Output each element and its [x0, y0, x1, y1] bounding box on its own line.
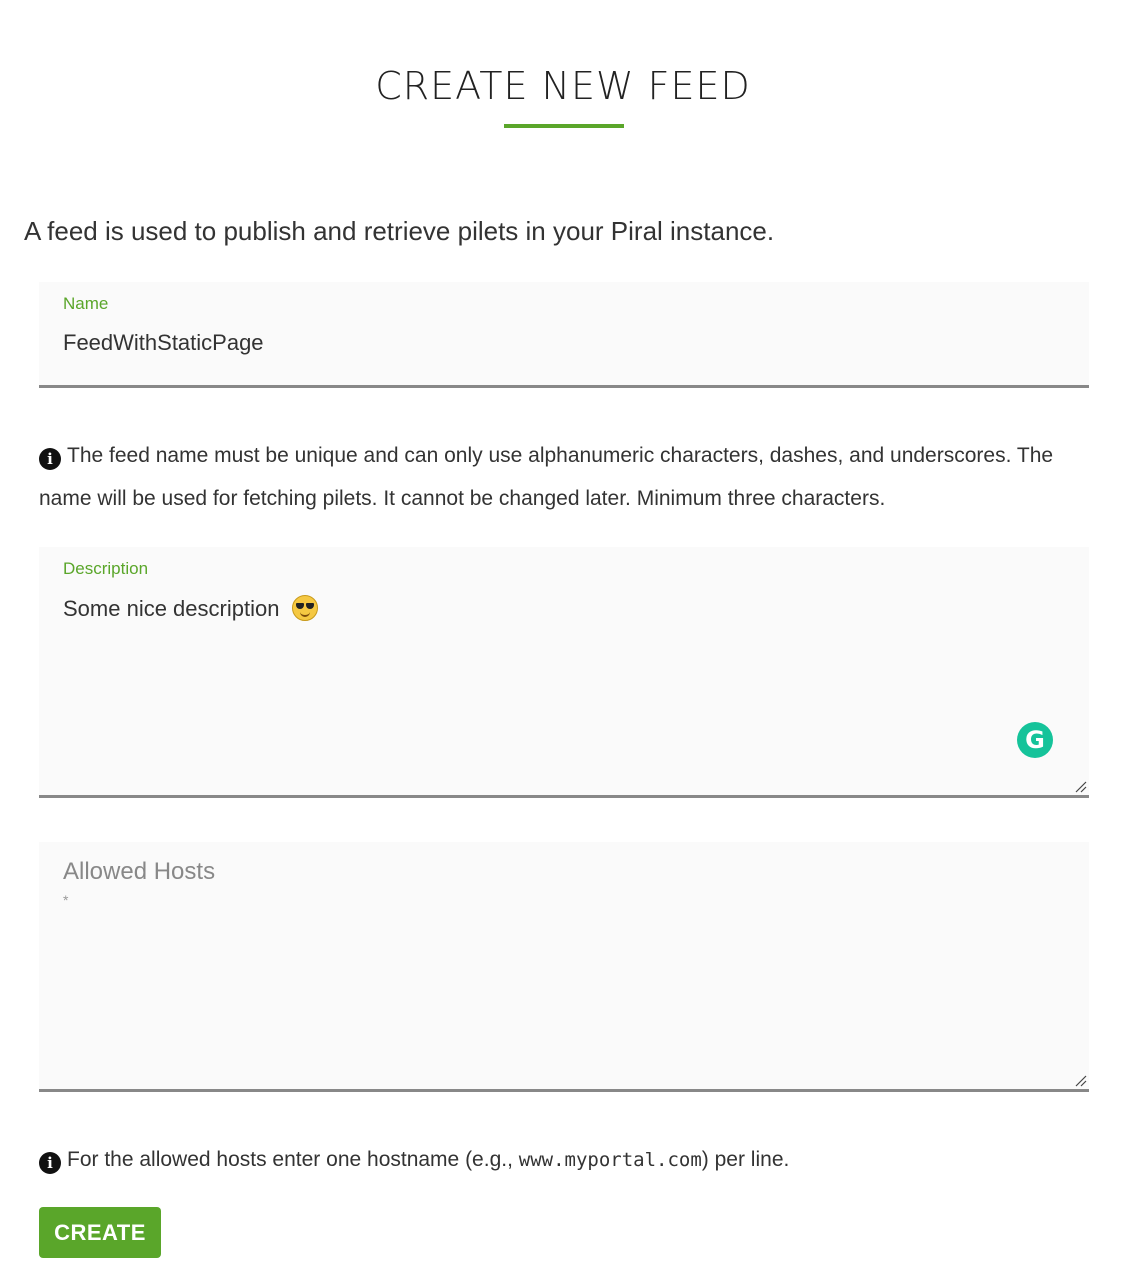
name-input[interactable]	[63, 330, 1063, 356]
hosts-hint-text-after: ) per line.	[701, 1148, 790, 1171]
name-hint-text: The feed name must be unique and can only use alphanumeric characters, dashes, and underscores. The name will be used for fetching pilets. It cannot be changed later. Minimum three characters.	[39, 444, 1054, 510]
allowed-hosts-field[interactable]	[39, 842, 1089, 1092]
info-icon: i	[39, 1152, 61, 1174]
info-icon: i	[39, 448, 61, 470]
title-underline	[504, 124, 624, 128]
hosts-hint-text-before: For the allowed hosts enter one hostname (e.g.,	[67, 1148, 519, 1171]
sunglasses-face-icon	[292, 595, 318, 621]
allowed-hosts-placeholder: *	[63, 892, 69, 908]
create-button[interactable]: CREATE	[39, 1207, 161, 1258]
grammarly-icon[interactable]: G	[1017, 722, 1053, 758]
intro-text: A feed is used to publish and retrieve pilets in your Piral instance.	[24, 216, 775, 246]
name-field[interactable]	[39, 282, 1089, 388]
page-title: CREATE NEW FEED	[375, 64, 751, 108]
name-field-label: Name	[63, 294, 109, 313]
description-text: Some nice description	[63, 596, 280, 621]
description-textarea[interactable]	[63, 595, 318, 622]
hosts-hint-example: www.myportal.com	[518, 1149, 702, 1171]
allowed-hosts-label: Allowed Hosts	[63, 858, 216, 885]
resize-handle-icon[interactable]	[1073, 779, 1087, 793]
description-field[interactable]	[39, 547, 1089, 798]
name-hint	[39, 434, 1099, 520]
hosts-hint	[39, 1138, 1099, 1182]
resize-handle-icon[interactable]	[1073, 1073, 1087, 1087]
description-field-label: Description	[63, 559, 149, 578]
